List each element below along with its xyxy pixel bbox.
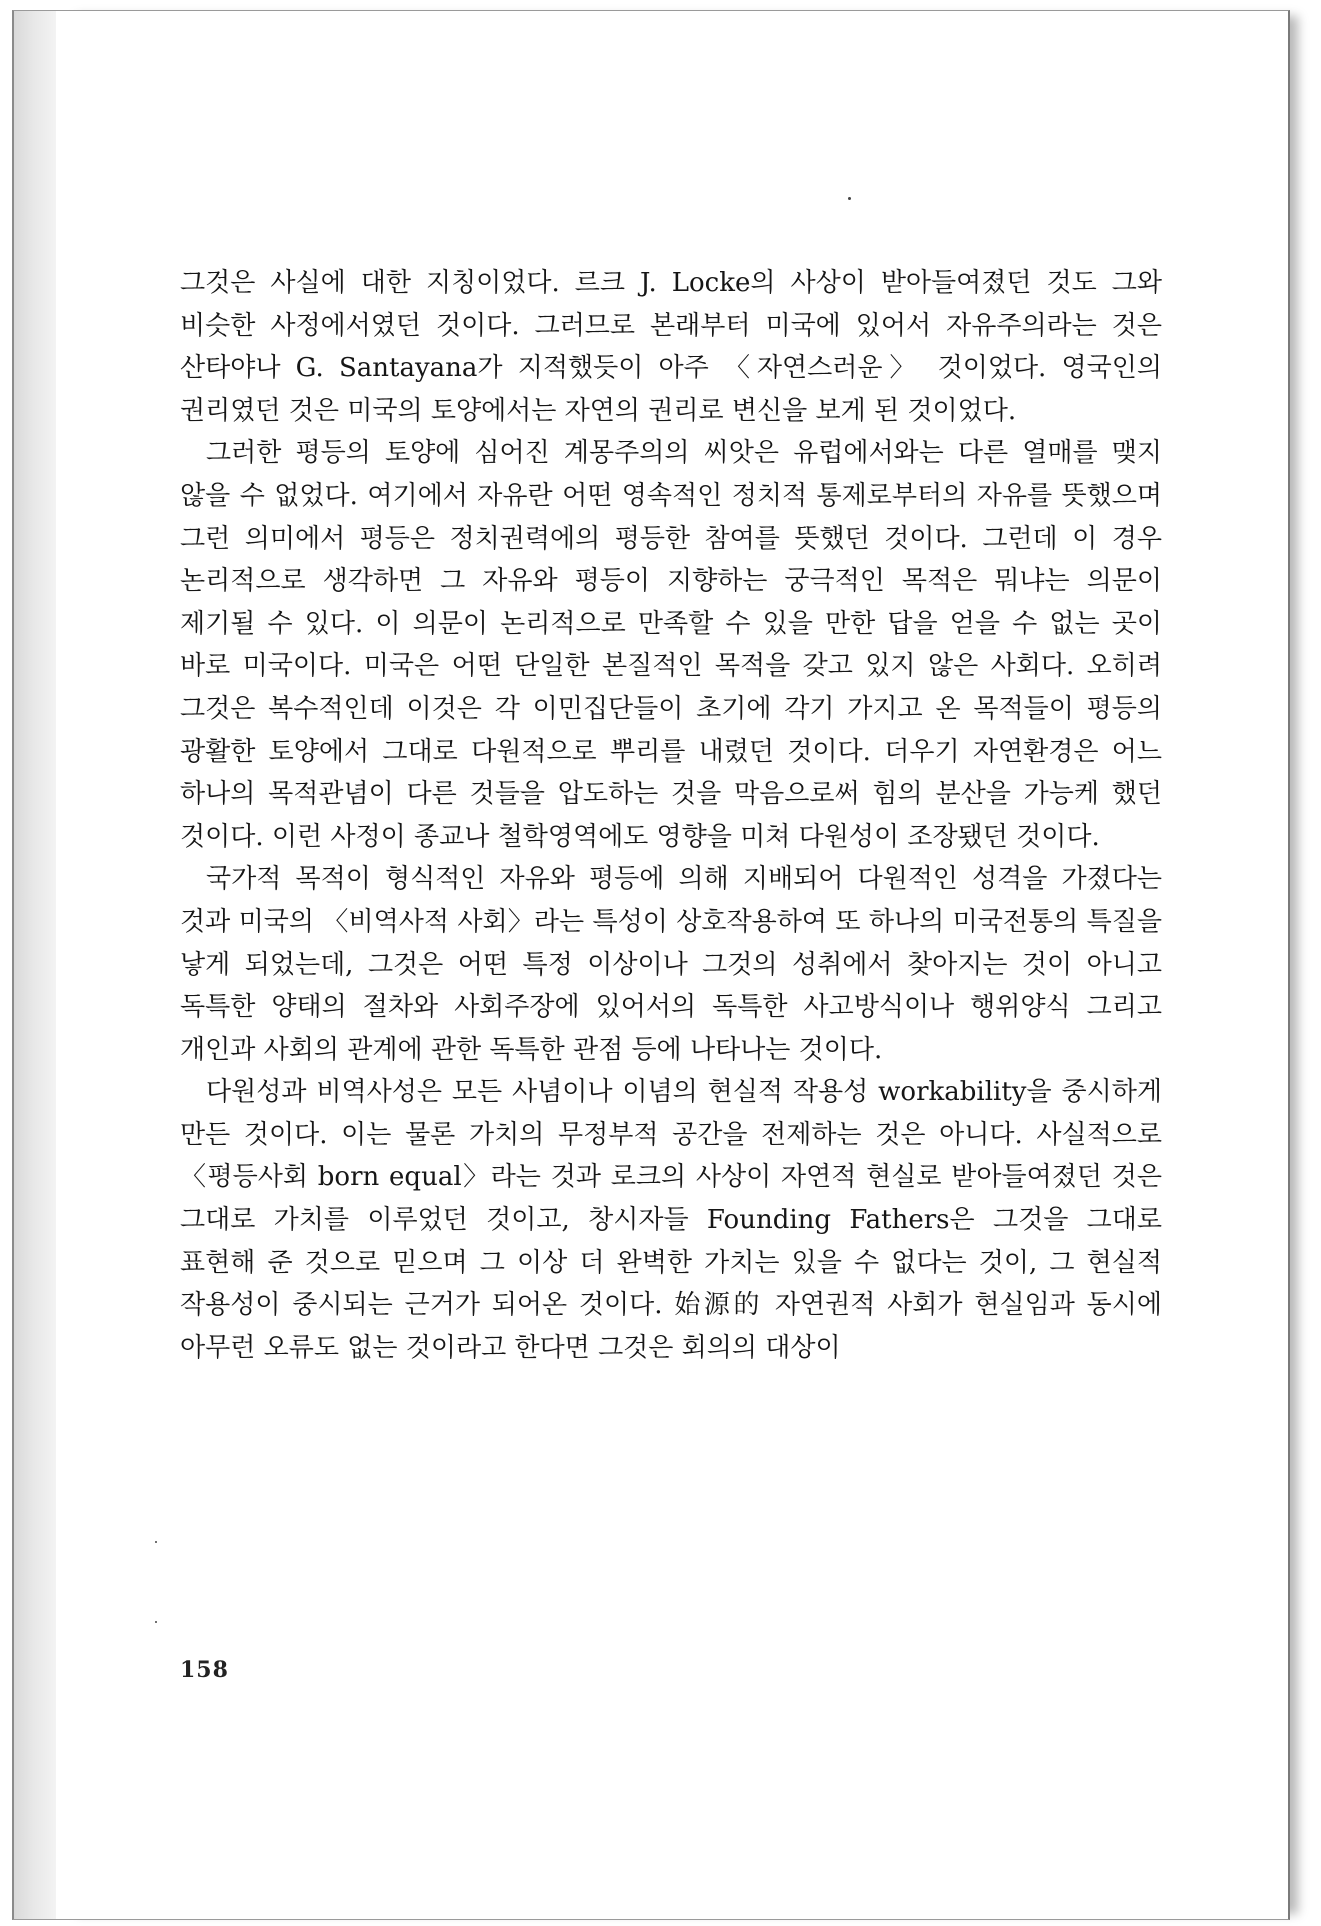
scan-speck bbox=[155, 1541, 157, 1543]
paragraph-1: 그것은 사실에 대한 지칭이었다. 르크 J. Locke의 사상이 받아들여졌던 것도 그와 비슷한 사정에서였던 것이다. 그러므로 본래부터 미국에 있어서 자유주의라는 것은 산타야나 G. Santayana가 지적했듯이 아주 〈자연스러운〉 것이었다. 영국인의 권리였던 것은 미국의 토양에서는 자연의 권리로 변신을 보게 된 것이었다. bbox=[180, 268, 1162, 426]
page-number: 158 bbox=[180, 1657, 229, 1683]
body-text bbox=[180, 262, 1162, 1369]
book-page-edge bbox=[12, 10, 58, 1920]
paragraph-4: 다원성과 비역사성은 모든 사념이나 이념의 현실적 작용성 workability을 중시하게 만든 것이다. 이는 물론 가치의 무정부적 공간을 전제하는 것은 아니다. 사실적으로 〈평등사회 born equal〉라는 것과 로크의 사상이 자연적 현실로 받아들여졌던 것은 그대로 가치를 이루었던 것이고, 창시자들 Founding Fathers은 그것을 그대로 표현해 준 것으로 믿으며 그 이상 더 완벽한 가치는 있을 수 없다는 것이, 그 현실적 작용성이 중시되는 근거가 되어온 것이다. 始源的 자연권적 사회가 현실임과 동시에 아무런 오류도 없는 것이라고 한다면 그것은 회의의 대상이 bbox=[180, 1077, 1162, 1363]
paragraph-3: 국가적 목적이 형식적인 자유와 평등에 의해 지배되어 다원적인 성격을 가졌다는 것과 미국의 〈비역사적 사회〉라는 특성이 상호작용하여 또 하나의 미국전통의 특질을 낳게 되었는데, 그것은 어떤 특정 이상이나 그것의 성취에서 찾아지는 것이 아니고 독특한 양태의 절차와 사회주장에 있어서의 독특한 사고방식이나 행위양식 그리고 개인과 사회의 관계에 관한 독특한 관점 등에 나타나는 것이다. bbox=[180, 864, 1162, 1065]
scan-speck bbox=[848, 197, 851, 200]
scan-speck bbox=[155, 1621, 157, 1623]
paragraph-2: 그러한 평등의 토양에 심어진 계몽주의의 씨앗은 유럽에서와는 다른 열매를 맺지 않을 수 없었다. 여기에서 자유란 어떤 영속적인 정치적 통제로부터의 자유를 뜻했으며 그런 의미에서 평등은 정치권력에의 평등한 참여를 뜻했던 것이다. 그런데 이 경우 논리적으로 생각하면 그 자유와 평등이 지향하는 궁극적인 목적은 뭐냐는 의문이 제기될 수 있다. 이 의문이 논리적으로 만족할 수 있을 만한 답을 얻을 수 없는 곳이 바로 미국이다. 미국은 어떤 단일한 본질적인 목적을 갖고 있지 않은 사회다. 오히려 그것은 복수적인데 이것은 각 이민집단들이 초기에 각기 가지고 온 목적들이 평등의 광활한 토양에서 그대로 다원적으로 뿌리를 내렸던 것이다. 더우기 자연환경은 어느 하나의 목적관념이 다른 것들을 압도하는 것을 막음으로써 힘의 분산을 가능케 했던 것이다. 이런 사정이 종교나 철학영역에도 영향을 미쳐 다원성이 조장됐던 것이다. bbox=[180, 438, 1162, 852]
